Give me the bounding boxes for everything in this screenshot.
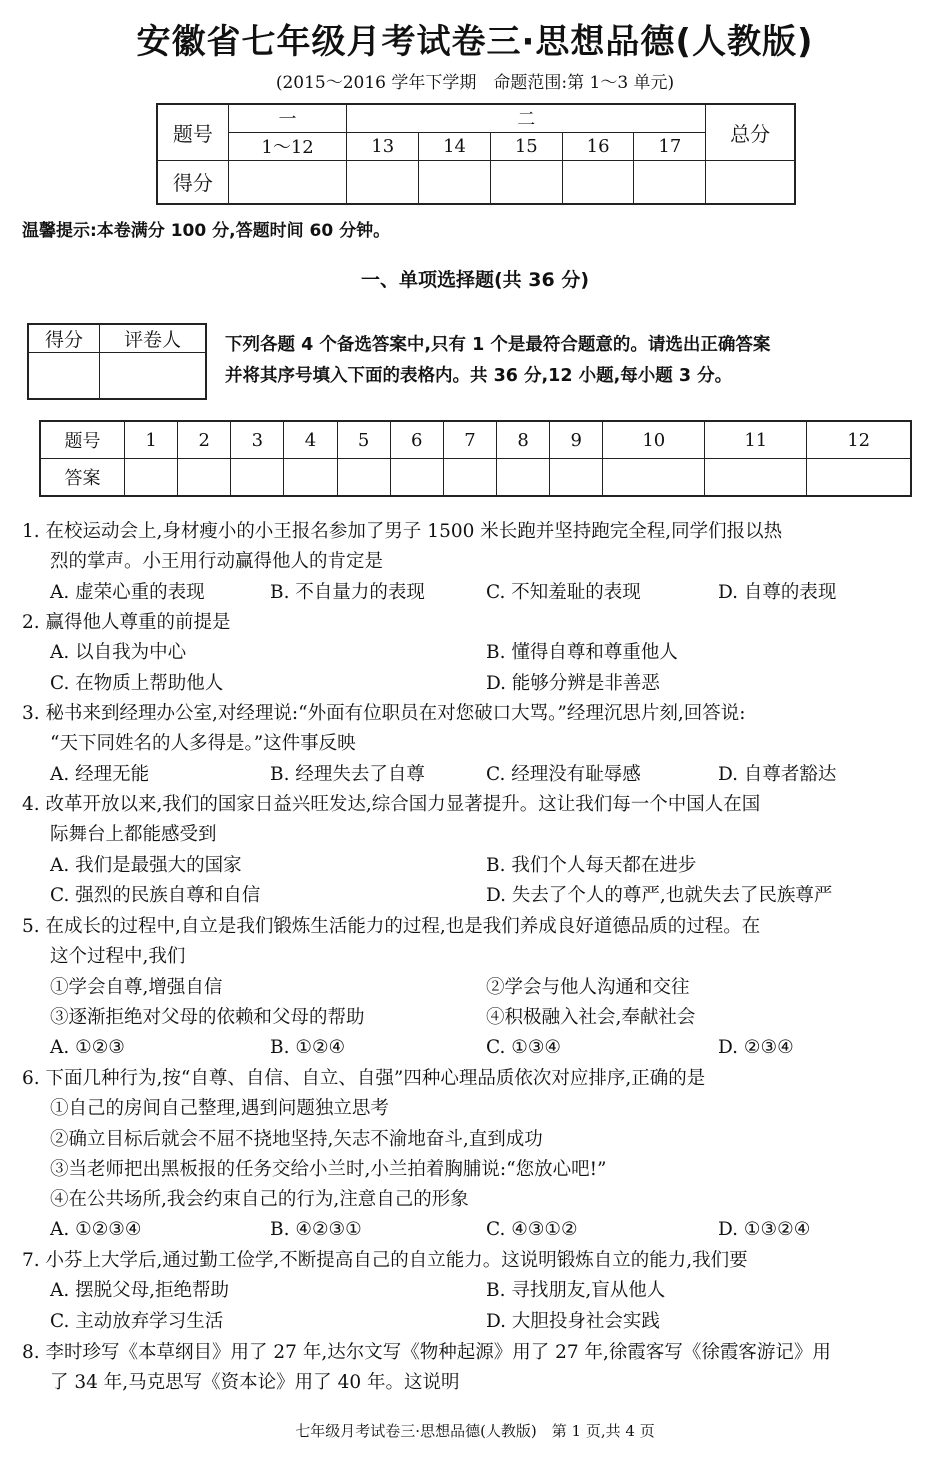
statement-item: ③逐渐拒绝对父母的依赖和父母的帮助 <box>50 1006 365 1028</box>
grader-score-cell[interactable] <box>28 353 100 399</box>
question-options <box>22 1033 937 1063</box>
question-6 <box>22 1064 937 1246</box>
question-4 <box>22 790 937 911</box>
option-c[interactable]: C. 强烈的民族自尊和自信 <box>50 884 261 906</box>
answer-table-number: 4 <box>284 421 337 459</box>
score-table <box>156 103 796 205</box>
answer-cell[interactable] <box>807 459 911 497</box>
question-options <box>22 578 937 608</box>
grader-box <box>27 323 207 400</box>
question-3 <box>22 699 937 790</box>
section-instruction <box>225 330 925 392</box>
answer-cell[interactable] <box>178 459 231 497</box>
answer-cell[interactable] <box>390 459 443 497</box>
question-stem: 这个过程中,我们 <box>50 946 186 968</box>
option-d[interactable]: D. 自尊的表现 <box>718 581 837 603</box>
question-2 <box>22 608 937 699</box>
answer-cell[interactable] <box>603 459 705 497</box>
instruction-line: 并将其序号填入下面的表格内。共 36 分,12 小题,每小题 3 分。 <box>225 366 733 386</box>
statement-item: ④积极融入社会,奉献社会 <box>486 1006 696 1028</box>
score-cell[interactable] <box>228 160 347 204</box>
question-stem: 了 34 年,马克思写《资本论》用了 40 年。这说明 <box>50 1372 460 1394</box>
statement-item: ②确立目标后就会不屈不挠地坚持,矢志不渝地奋斗,直到成功 <box>50 1128 543 1150</box>
option-b[interactable]: B. 寻找朋友,盲从他人 <box>486 1280 666 1302</box>
question-1 <box>22 517 937 608</box>
option-a[interactable]: A. ①②③ <box>50 1037 125 1059</box>
answer-table-number: 12 <box>807 421 911 459</box>
option-a[interactable]: A. 以自我为中心 <box>50 642 187 664</box>
question-options <box>22 1276 937 1306</box>
answer-table-label-no: 题号 <box>40 421 125 459</box>
option-a[interactable]: A. 我们是最强大的国家 <box>50 854 242 876</box>
score-table-sub: 13 <box>347 132 419 160</box>
statement-item: ④在公共场所,我会约束自己的行为,注意自己的形象 <box>50 1189 469 1211</box>
grader-label-reviewer: 评卷人 <box>100 324 207 353</box>
option-b[interactable]: B. 我们个人每天都在进步 <box>486 854 697 876</box>
answer-table-number: 7 <box>443 421 496 459</box>
section-title: 一、单项选择题(共 36 分) <box>360 269 590 291</box>
question-stem: 1. 在校运动会上,身材瘦小的小王报名参加了男子 1500 米长跑并坚持跑完全程,同学们报以热 <box>22 521 783 542</box>
score-table-sub: 17 <box>634 132 706 160</box>
question-5 <box>22 912 937 1063</box>
option-c[interactable]: C. ④③①② <box>486 1219 578 1241</box>
option-c[interactable]: C. 在物质上帮助他人 <box>50 672 224 694</box>
question-stem: 7. 小芬上大学后,通过勤工俭学,不断提高自己的自立能力。这说明锻炼自立的能力,我们要 <box>22 1250 748 1271</box>
answer-table-number: 1 <box>125 421 178 459</box>
score-table-part2: 二 <box>347 104 706 132</box>
option-d[interactable]: D. 自尊者豁达 <box>718 763 837 785</box>
statement-item: ②学会与他人沟通和交往 <box>486 976 690 998</box>
answer-table-number: 6 <box>390 421 443 459</box>
option-a[interactable]: A. ①②③④ <box>50 1219 142 1241</box>
question-stem: 际舞台上都能感受到 <box>50 824 217 846</box>
score-cell[interactable] <box>634 160 706 204</box>
page-footer: 七年级月考试卷三·思想品德(人教版) 第 1 页,共 4 页 <box>295 1422 655 1440</box>
option-a[interactable]: A. 摆脱父母,拒绝帮助 <box>50 1280 230 1302</box>
answer-table-number: 2 <box>178 421 231 459</box>
question-stem: 2. 赢得他人尊重的前提是 <box>22 612 231 633</box>
question-options <box>22 851 937 881</box>
score-table-total: 总分 <box>706 104 795 160</box>
exam-tip: 温馨提示:本卷满分 100 分,答题时间 60 分钟。 <box>22 221 391 241</box>
score-table-sub: 1～12 <box>228 132 347 160</box>
score-cell[interactable] <box>419 160 491 204</box>
answer-cell[interactable] <box>231 459 284 497</box>
question-options <box>22 1215 937 1245</box>
question-options <box>22 760 937 790</box>
question-stem: 6. 下面几种行为,按“自尊、自信、自立、自强”四种心理品质依次对应排序,正确的是 <box>22 1068 706 1089</box>
question-8 <box>22 1338 937 1399</box>
question-options <box>22 1307 937 1337</box>
option-b[interactable]: B. 懂得自尊和尊重他人 <box>486 642 678 664</box>
grader-label-score: 得分 <box>28 324 100 353</box>
option-d[interactable]: D. 失去了个人的尊严,也就失去了民族尊严 <box>486 884 833 906</box>
question-stem: 烈的掌声。小王用行动赢得他人的肯定是 <box>50 551 384 573</box>
option-a[interactable]: A. 经理无能 <box>50 763 150 785</box>
option-c[interactable]: C. 不知羞耻的表现 <box>486 581 641 603</box>
score-table-label-score: 得分 <box>157 160 228 204</box>
grader-reviewer-cell[interactable] <box>100 353 207 399</box>
question-options <box>22 669 937 699</box>
question-stem: 3. 秘书来到经理办公室,对经理说:“外面有位职员在对您破口大骂。”经理沉思片刻,回答说: <box>22 703 746 724</box>
question-items <box>22 973 937 1003</box>
answer-table-number: 3 <box>231 421 284 459</box>
question-stem: 4. 改革开放以来,我们的国家日益兴旺发达,综合国力显著提升。这让我们每一个中国人在国 <box>22 794 761 815</box>
option-d[interactable]: D. ①③②④ <box>718 1219 811 1241</box>
answer-cell[interactable] <box>284 459 337 497</box>
score-table-label-no: 题号 <box>157 104 228 160</box>
score-table-sub: 14 <box>419 132 491 160</box>
exam-subtitle: (2015～2016 学年下学期 命题范围:第 1～3 单元) <box>275 73 675 93</box>
question-options <box>22 638 937 668</box>
statement-item: ③当老师把出黑板报的任务交给小兰时,小兰拍着胸脯说:“您放心吧!” <box>50 1158 607 1180</box>
option-c[interactable]: C. 经理没有耻辱感 <box>486 763 641 785</box>
question-options <box>22 881 937 911</box>
answer-cell[interactable] <box>550 459 603 497</box>
answer-cell[interactable] <box>443 459 496 497</box>
question-stem: 8. 李时珍写《本草纲目》用了 27 年,达尔文写《物种起源》用了 27 年,徐霞客写《徐霞客游记》用 <box>22 1342 831 1363</box>
score-table-sub: 15 <box>490 132 562 160</box>
option-b[interactable]: B. ①②④ <box>270 1037 346 1059</box>
score-cell[interactable] <box>562 160 634 204</box>
answer-table-label-ans: 答案 <box>40 459 125 497</box>
question-items <box>22 1003 937 1033</box>
answer-cell[interactable] <box>125 459 178 497</box>
answer-cell[interactable] <box>705 459 807 497</box>
answer-table-number: 9 <box>550 421 603 459</box>
answer-table <box>39 420 912 497</box>
answer-table-number: 10 <box>603 421 705 459</box>
question-stem: 5. 在成长的过程中,自立是我们锻炼生活能力的过程,也是我们养成良好道德品质的过程。在 <box>22 916 761 937</box>
exam-title: 安徽省七年级月考试卷三·思想品德(人教版) <box>136 22 814 62</box>
score-table-part1: 一 <box>228 104 347 132</box>
statement-item: ①自己的房间自己整理,遇到问题独立思考 <box>50 1098 389 1120</box>
option-a[interactable]: A. 虚荣心重的表现 <box>50 581 205 603</box>
option-b[interactable]: B. ④②③① <box>270 1219 362 1241</box>
answer-cell[interactable] <box>337 459 390 497</box>
answer-table-number: 11 <box>705 421 807 459</box>
score-table-sub: 16 <box>562 132 634 160</box>
question-7 <box>22 1246 937 1337</box>
option-c[interactable]: C. ①③④ <box>486 1037 562 1059</box>
option-d[interactable]: D. 能够分辨是非善恶 <box>486 672 660 694</box>
answer-table-number: 5 <box>337 421 390 459</box>
option-c[interactable]: C. 主动放弃学习生活 <box>50 1310 224 1332</box>
answer-table-number: 8 <box>496 421 549 459</box>
score-cell[interactable] <box>347 160 419 204</box>
score-cell[interactable] <box>490 160 562 204</box>
option-b[interactable]: B. 不自量力的表现 <box>270 581 425 603</box>
option-d[interactable]: D. 大胆投身社会实践 <box>486 1310 660 1332</box>
answer-cell[interactable] <box>496 459 549 497</box>
statement-item: ①学会自尊,增强自信 <box>50 976 223 998</box>
instruction-line: 下列各题 4 个备选答案中,只有 1 个是最符合题意的。请选出正确答案 <box>225 335 771 355</box>
option-d[interactable]: D. ②③④ <box>718 1037 794 1059</box>
question-stem: “天下同姓名的人多得是。”这件事反映 <box>50 733 356 755</box>
score-cell-total[interactable] <box>706 160 795 204</box>
option-b[interactable]: B. 经理失去了自尊 <box>270 763 425 785</box>
